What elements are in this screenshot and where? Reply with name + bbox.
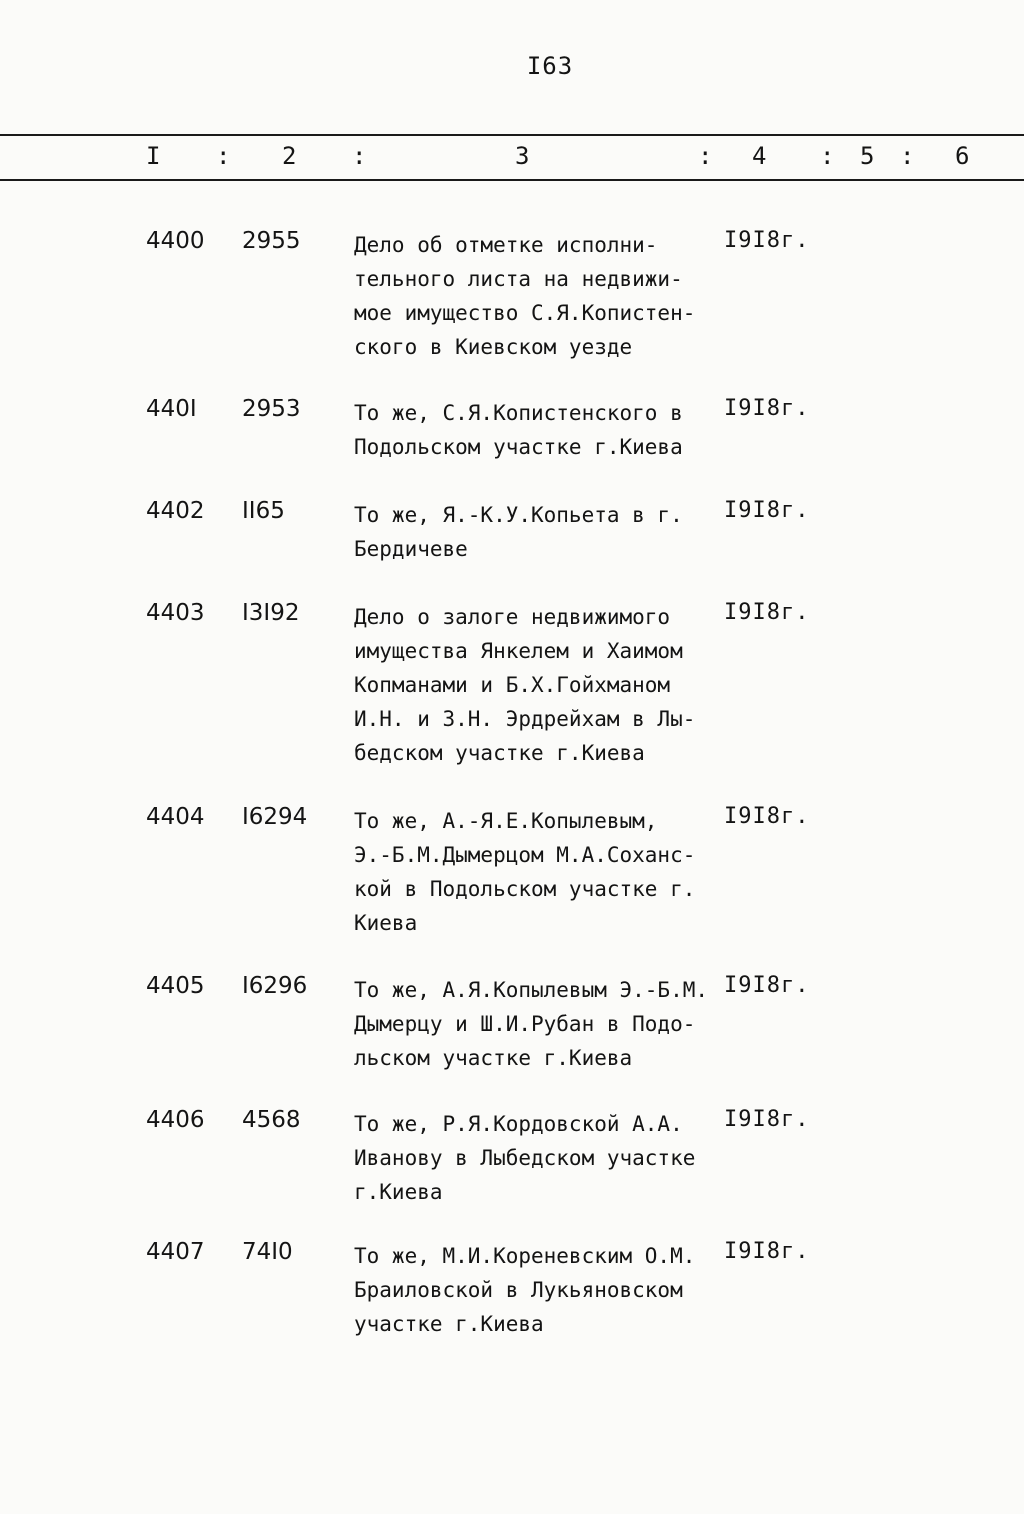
column-separator: : bbox=[698, 142, 713, 170]
case-date: I9I8г. bbox=[724, 1239, 810, 1264]
item-number: 4407 bbox=[146, 1239, 205, 1265]
column-separator: : bbox=[216, 142, 231, 170]
case-title: То же, А.Я.Копылевым Э.-Б.М. Дымерцу и Ш.И.Рубан в Подо- льском участке г.Киева bbox=[354, 978, 709, 1070]
column-header-5: 5 bbox=[860, 142, 875, 170]
case-title: То же, С.Я.Копистенского в Подольском участке г.Киева bbox=[354, 401, 683, 459]
original-number: 2953 bbox=[242, 396, 301, 422]
case-date: I9I8г. bbox=[724, 396, 810, 421]
case-title: То же, Я.-К.У.Копьета в г. Бердичеве bbox=[354, 503, 683, 561]
column-separator: : bbox=[352, 142, 367, 170]
item-number: 4403 bbox=[146, 600, 205, 626]
column-header-4: 4 bbox=[752, 142, 767, 170]
original-number: I6294 bbox=[242, 804, 308, 830]
case-date: I9I8г. bbox=[724, 804, 810, 829]
item-number: 440I bbox=[146, 396, 197, 422]
original-number: II65 bbox=[242, 498, 285, 524]
original-number: I3I92 bbox=[242, 600, 300, 626]
column-header-6: 6 bbox=[955, 142, 970, 170]
original-number: 74I0 bbox=[242, 1239, 293, 1265]
item-number: 4402 bbox=[146, 498, 205, 524]
table-header-bottom-rule bbox=[0, 179, 1024, 181]
original-number: 4568 bbox=[242, 1107, 301, 1133]
item-number: 4400 bbox=[146, 228, 205, 254]
case-title: То же, М.И.Кореневским О.М. Браиловской в Лукьяновском участке г.Киева bbox=[354, 1244, 696, 1336]
column-separator: : bbox=[820, 142, 835, 170]
original-number: 2955 bbox=[242, 228, 301, 254]
case-date: I9I8г. bbox=[724, 600, 810, 625]
case-date: I9I8г. bbox=[724, 973, 810, 998]
case-title: То же, Р.Я.Кордовской А.А. Иванову в Лыбедском участке г.Киева bbox=[354, 1112, 696, 1204]
page-number: I63 bbox=[526, 52, 574, 80]
case-title: То же, А.-Я.Е.Копылевым, Э.-Б.М.Дымерцом М.А.Соханс- кой в Подольском участке г. Киева bbox=[354, 809, 696, 935]
original-number: I6296 bbox=[242, 973, 308, 999]
item-number: 4404 bbox=[146, 804, 205, 830]
column-separator: : bbox=[900, 142, 915, 170]
case-title: Дело об отметке исполни- тельного листа на недвижи- мое имущество С.Я.Копистен- ского в Киевском уезде bbox=[354, 233, 696, 359]
item-number: 4406 bbox=[146, 1107, 205, 1133]
table-header-top-rule bbox=[0, 134, 1024, 136]
column-header-1: I bbox=[146, 142, 161, 170]
item-number: 4405 bbox=[146, 973, 205, 999]
column-header-3: 3 bbox=[515, 142, 530, 170]
case-date: I9I8г. bbox=[724, 498, 810, 523]
column-header-2: 2 bbox=[282, 142, 297, 170]
case-date: I9I8г. bbox=[724, 228, 810, 253]
case-date: I9I8г. bbox=[724, 1107, 810, 1132]
case-title: Дело о залоге недвижимого имущества Янкелем и Хаимом Копманами и Б.Х.Гойхманом И.Н. и З.Н. Эрдрейхам в Лы- бедском участке г.Киева bbox=[354, 605, 696, 765]
